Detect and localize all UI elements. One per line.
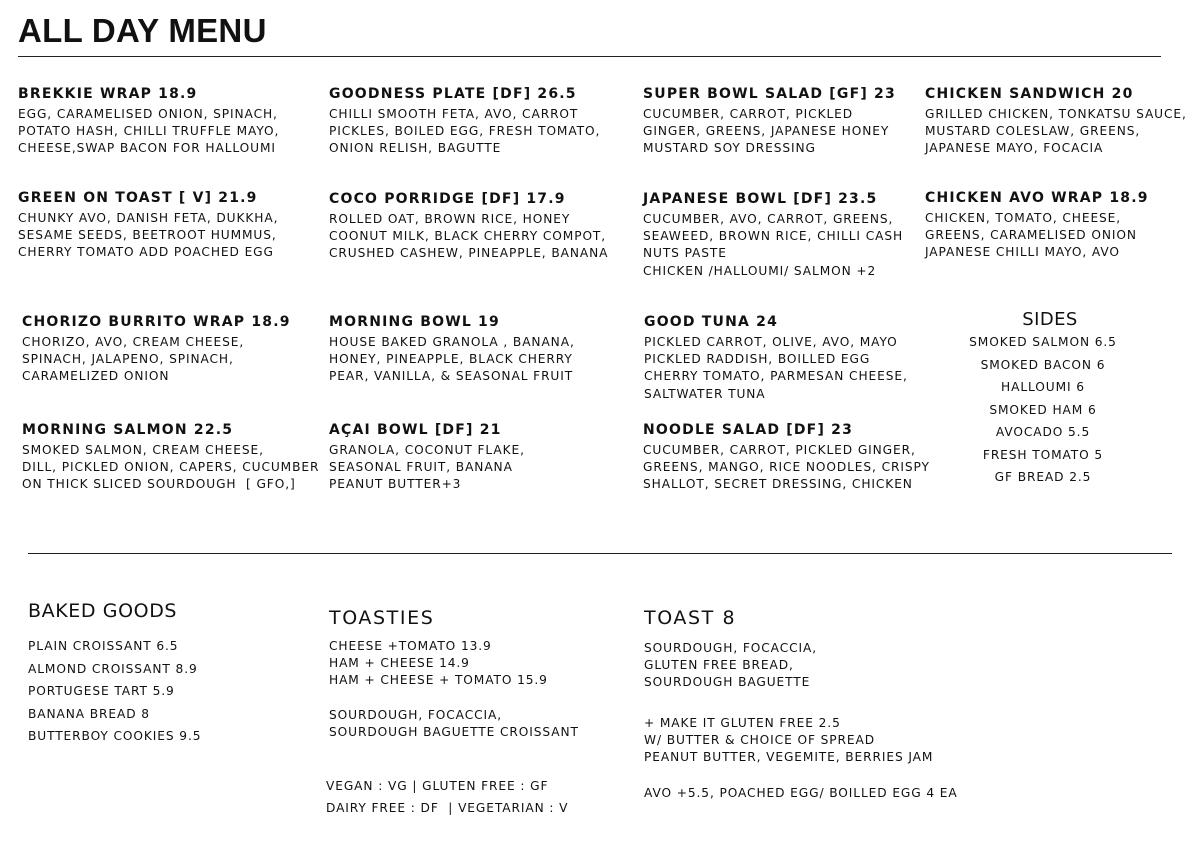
item-description: CHICKEN, TOMATO, CHEESE, GREENS, CARAMELISED ONION JAPANESE CHILLI MAYO, AVO [925, 211, 1137, 260]
dietary-legend: VEGAN : VG | GLUTEN FREE : GF DAIRY FREE : DF | VEGETARIAN : V [326, 779, 569, 815]
item-name: COCO PORRIDGE [DF] 17.9 [329, 191, 566, 207]
toast-heading: TOAST 8 [644, 607, 737, 629]
list-item: PLAIN CROISSANT 6.5 [28, 639, 179, 653]
list-item: AVOCADO 5.5 [995, 425, 1091, 439]
menu-item-good-tuna [644, 314, 908, 403]
sides-list [968, 331, 1118, 489]
item-description: CHORIZO, AVO, CREAM CHEESE, SPINACH, JALAPENO, SPINACH, CARAMELIZED ONION [22, 335, 245, 384]
baked-goods-heading: BAKED GOODS [28, 600, 178, 622]
list-item: ALMOND CROISSANT 8.9 [28, 661, 198, 676]
item-description: CHILLI SMOOTH FETA, AVO, CARROT PICKLES, BOILED EGG, FRESH TOMATO, ONION RELISH, BAGUTTE [329, 107, 601, 156]
list-item: SMOKED SALMON 6.5 [969, 335, 1117, 349]
item-name: GREEN ON TOAST [ V] 21.9 [18, 190, 258, 206]
list-item: HALLOUMI 6 [1001, 380, 1085, 394]
item-name: SUPER BOWL SALAD [GF] 23 [643, 86, 896, 102]
toasties-heading: TOASTIES [329, 607, 435, 629]
item-description: SMOKED SALMON, CREAM CHEESE, DILL, PICKLED ONION, CAPERS, CUCUMBER ON THICK SLICED SOURDOUGH [ GFO,] [22, 443, 320, 492]
menu-item-noodle-salad [643, 422, 930, 494]
list-item: PORTUGESE TART 5.9 [28, 684, 175, 698]
list-item: GF BREAD 2.5 [994, 470, 1092, 484]
item-description: HOUSE BAKED GRANOLA , BANANA, HONEY, PINEAPPLE, BLACK CHERRY PEAR, VANILLA, & SEASONAL FRUIT [329, 335, 575, 384]
list-item: FRESH TOMATO 5 [982, 447, 1104, 462]
section-divider [28, 553, 1172, 554]
menu-item-japanese-bowl [643, 191, 903, 280]
baked-goods-list [28, 635, 201, 748]
page-title: ALL DAY MENU [18, 12, 267, 49]
menu-item-chorizo-burrito-wrap [22, 314, 291, 386]
item-description: PICKLED CARROT, OLIVE, AVO, MAYO PICKLED RADDISH, BOILLED EGG CHERRY TOMATO, PARMESAN CHEESE, SALTWATER TUNA [644, 335, 908, 401]
item-name: MORNING SALMON 22.5 [22, 422, 234, 438]
sides-heading: SIDES [1022, 309, 1078, 330]
item-name: CHICKEN SANDWICH 20 [925, 86, 1134, 102]
menu-item-coco-porridge [329, 191, 608, 263]
sides-section [980, 309, 1120, 330]
menu-item-super-bowl-salad [643, 86, 896, 158]
menu-item-brekkie-wrap [18, 86, 279, 158]
item-name: NOODLE SALAD [DF] 23 [643, 422, 854, 438]
item-description: EGG, CARAMELISED ONION, SPINACH, POTATO HASH, CHILLI TRUFFLE MAYO, CHEESE,SWAP BACON FOR HALLOUMI [18, 107, 280, 156]
item-description: GRANOLA, COCONUT FLAKE, SEASONAL FRUIT, BANANA PEANUT BUTTER+3 [329, 443, 525, 492]
item-description: CUCUMBER, CARROT, PICKLED GINGER, GREENS, JAPANESE HONEY MUSTARD SOY DRESSING [643, 107, 890, 156]
item-name: GOODNESS PLATE [DF] 26.5 [329, 86, 577, 102]
list-item: SMOKED BACON 6 [980, 357, 1106, 372]
toasties-breads: SOURDOUGH, FOCACCIA, SOURDOUGH BAGUETTE CROISSANT [329, 708, 579, 740]
item-description: ROLLED OAT, BROWN RICE, HONEY COONUT MILK, BLACK CHERRY COMPOT, CRUSHED CASHEW, PINEAPPLE, BANANA [329, 212, 609, 261]
menu-item-morning-bowl [329, 314, 575, 386]
menu-item-chicken-avo-wrap [925, 190, 1149, 262]
menu-item-green-on-toast [18, 190, 278, 262]
item-name: BREKKIE WRAP 18.9 [18, 86, 198, 102]
item-description: GRILLED CHICKEN, TONKATSU SAUCE, MUSTARD COLESLAW, GREENS, JAPANESE MAYO, FOCACIA [925, 107, 1187, 156]
list-item: SMOKED HAM 6 [989, 402, 1097, 417]
item-name: GOOD TUNA 24 [644, 314, 779, 330]
item-description: CHUNKY AVO, DANISH FETA, DUKKHA, SESAME SEEDS, BEETROOT HUMMUS, CHERRY TOMATO ADD POACHED EGG [18, 211, 279, 260]
item-name: CHICKEN AVO WRAP 18.9 [925, 190, 1149, 206]
list-item: BANANA BREAD 8 [28, 706, 150, 721]
item-name: MORNING BOWL 19 [329, 314, 500, 330]
menu-item-chicken-sandwich [925, 86, 1187, 158]
menu-item-morning-salmon [22, 422, 319, 494]
menu-item-acai-bowl [329, 422, 525, 494]
item-description: CUCUMBER, CARROT, PICKLED GINGER, GREENS, MANGO, RICE NOODLES, CRISPY SHALLOT, SECRET DRESSING, CHICKEN [643, 443, 930, 492]
list-item: BUTTERBOY COOKIES 9.5 [28, 729, 202, 743]
toast-breads: SOURDOUGH, FOCACCIA, GLUTEN FREE BREAD, SOURDOUGH BAGUETTE [644, 641, 818, 690]
item-name: AÇAI BOWL [DF] 21 [329, 422, 502, 438]
toasties-prices: CHEESE +TOMATO 13.9 HAM + CHEESE 14.9 HAM + CHEESE + TOMATO 15.9 [329, 639, 548, 688]
item-description: CUCUMBER, AVO, CARROT, GREENS, SEAWEED, BROWN RICE, CHILLI CASH NUTS PASTE CHICKEN /HALLOUMI/ SALMON +2 [643, 212, 904, 278]
toast-extras: + MAKE IT GLUTEN FREE 2.5 W/ BUTTER & CHOICE OF SPREAD PEANUT BUTTER, VEGEMITE, BERRIES JAM [644, 716, 934, 765]
menu-item-goodness-plate [329, 86, 600, 158]
toast-addons: AVO +5.5, POACHED EGG/ BOILLED EGG 4 EA [644, 786, 958, 800]
header-divider [18, 56, 1161, 57]
item-name: JAPANESE BOWL [DF] 23.5 [643, 191, 878, 207]
item-name: CHORIZO BURRITO WRAP 18.9 [22, 314, 291, 330]
